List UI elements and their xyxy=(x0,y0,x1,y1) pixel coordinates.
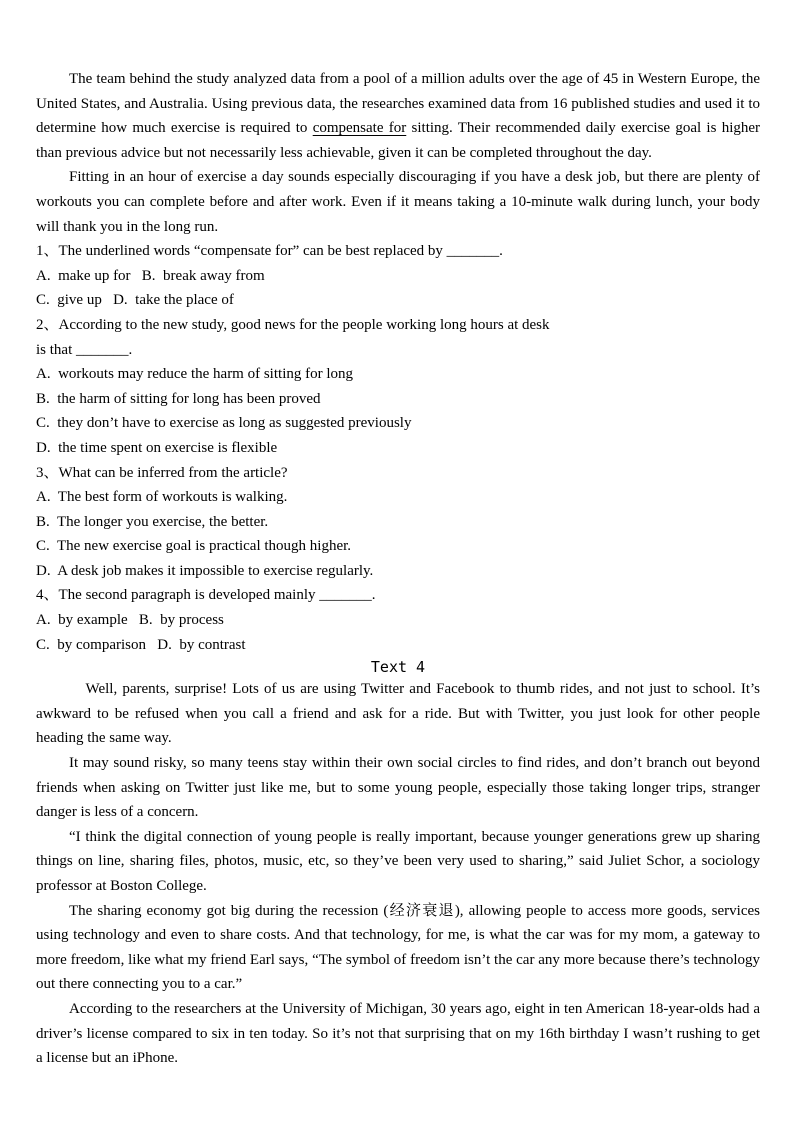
question-3-option-c: C. The new exercise goal is practical though higher. xyxy=(36,538,352,555)
passage3-paragraph-1-before: The team behind the study analyzed data from a pool of a million adults over the age of 45 in Western Europe, the United States, and Australia. Using previous data, the researches examined data from 16 published studies and used it to determine how much exercise is required to xyxy=(36,71,760,137)
question-3 xyxy=(36,461,760,584)
text4-heading: Text 4 xyxy=(370,658,426,677)
question-2-option-a: A. workouts may reduce the harm of sitting for long xyxy=(36,366,354,383)
question-3-option-d: D. A desk job makes it impossible to exercise regularly. xyxy=(36,562,374,579)
question-1-options-cd: C. give up D. take the place of xyxy=(36,292,234,309)
text4-paragraph-5: According to the researchers at the University of Michigan, 30 years ago, eight in ten American 18-year-olds had a driver’s license compared to six in ten today. So it’s not that surprising that on my 16th birthday I wasn’t rushing to get a license but an iPhone. xyxy=(36,1000,760,1067)
question-1-options-ab: A. make up for B. break away from xyxy=(36,267,265,284)
question-2-option-d: D. the time spent on exercise is flexible xyxy=(36,439,278,456)
text4-paragraph-4: The sharing economy got big during the recession (经济衰退), allowing people to access more goods, services using technology and even to share costs. And that technology, for me, is what the car was for my mom, a gateway to more freedom, like what my friend Earl says, “The symbol of freedom isn’t the car any more because there’s technology out there connecting you to a car.” xyxy=(36,902,760,993)
question-2-option-b: B. the harm of sitting for long has been proved xyxy=(36,390,321,407)
question-3-stem: 3、What can be inferred from the article? xyxy=(36,464,288,481)
passage3-paragraph-2: Fitting in an hour of exercise a day sounds especially discouraging if you have a desk job, but there are plenty of workouts you can complete before and after work. Even if it means taking a 10-minute walk during lunch, your body will thank you in the long run. xyxy=(36,169,760,235)
passage3-paragraph-1-after: sitting. Their recommended daily exercise goal is higher than previous advice but not necessarily less achievable, given it can be completed throughout the day. xyxy=(36,120,761,161)
text4-paragraph-2: It may sound risky, so many teens stay within their own social circles to find rides, and don’t branch out beyond friends when asking on Twitter just like me, but to some young people, especially those taking longer trips, stranger danger is less of a concern. xyxy=(36,755,760,821)
question-4-options-ab: A. by example B. by process xyxy=(36,612,224,629)
question-2-stem-line-2: is that _______. xyxy=(36,341,133,358)
question-3-option-a: A. The best form of workouts is walking. xyxy=(36,489,288,506)
question-3-option-b: B. The longer you exercise, the better. xyxy=(36,513,269,530)
text4-paragraph-3: “I think the digital connection of young people is really important, because younger generations grew up sharing things on line, sharing files, photos, music, etc, so they’ve been very used to sharing,” said Juliet Schor, a sociology professor at Boston College. xyxy=(36,828,760,894)
question-1 xyxy=(36,239,760,313)
question-4 xyxy=(36,583,760,657)
question-4-options-cd: C. by comparison D. by contrast xyxy=(36,636,246,653)
passage3-paragraph-1 xyxy=(36,67,760,165)
question-2-option-c: C. they don’t have to exercise as long as suggested previously xyxy=(36,415,412,432)
text4-paragraph-1: Well, parents, surprise! Lots of us are using Twitter and Facebook to thumb rides, and not just to school. It’s awkward to be refused when you call a friend and ask for a ride. But with Twitter, you just look for other people heading the same way. xyxy=(36,681,760,747)
question-2 xyxy=(36,313,760,461)
question-4-stem: 4、The second paragraph is developed mainly _______. xyxy=(36,587,376,604)
question-1-stem: 1、The underlined words “compensate for” can be best replaced by _______. xyxy=(36,243,503,260)
question-2-stem-line-1: 2、According to the new study, good news for the people working long hours at desk xyxy=(36,316,550,333)
underlined-phrase-compensate-for: compensate for xyxy=(312,120,407,137)
